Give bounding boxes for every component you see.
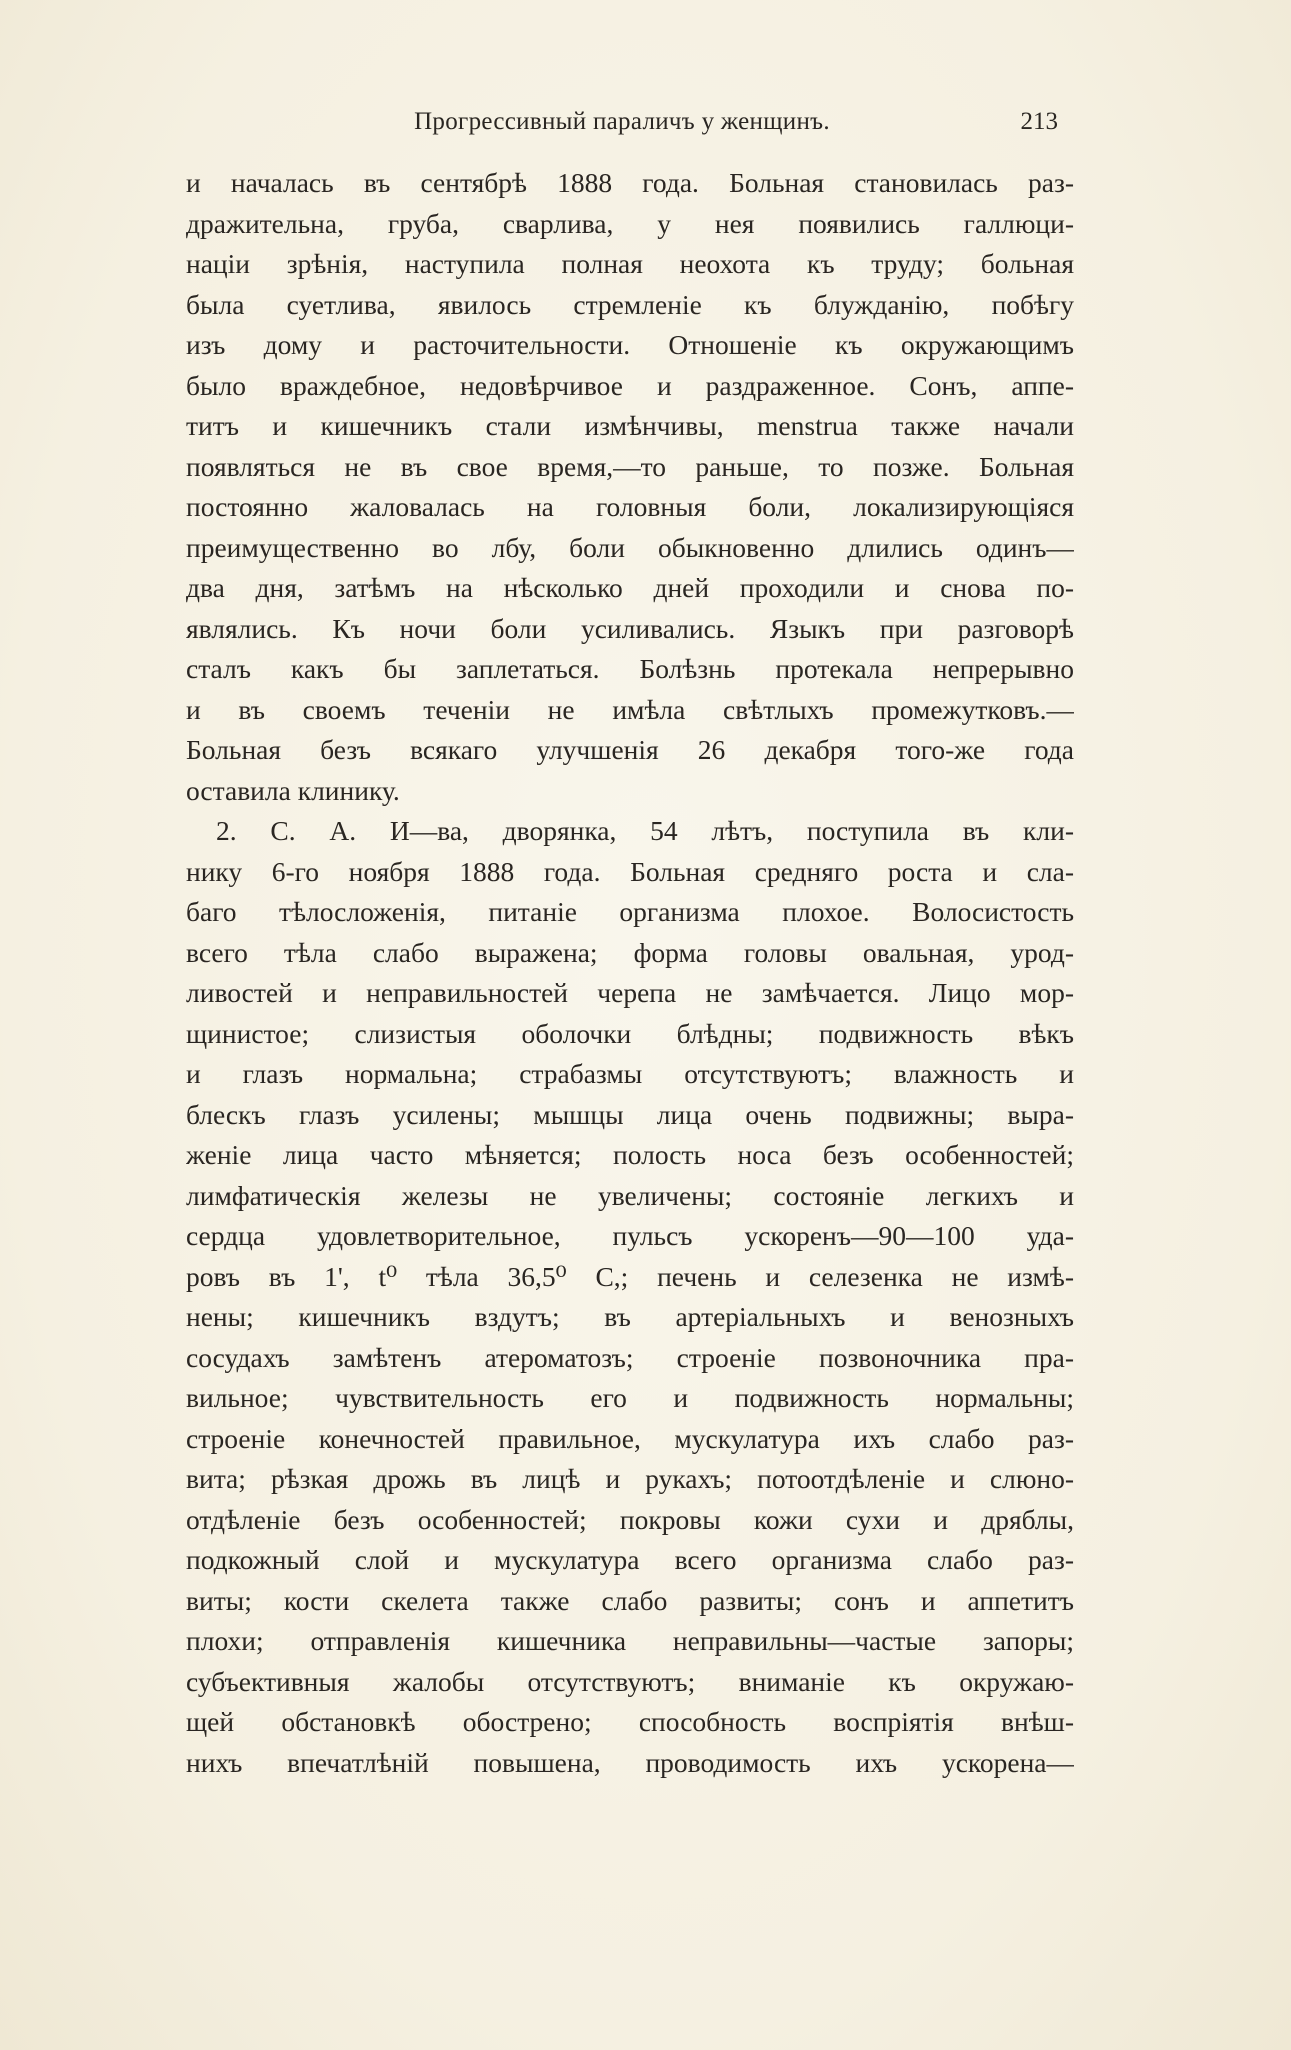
text-line: сталъ какъ бы заплетаться. Болѣзнь протекала непрерывно xyxy=(186,653,1074,684)
text-line: титъ и кишечникъ стали измѣнчивы, menstrua также начали xyxy=(186,410,1074,441)
body-text xyxy=(186,163,1074,1783)
text-line: было враждебное, недовѣрчивое и раздраженное. Сонъ, аппе- xyxy=(186,369,1074,401)
text-line: оставила клинику. xyxy=(186,774,400,806)
text-line: ливостей и неправильностей черепа не замѣчается. Лицо мор- xyxy=(186,977,1074,1008)
text-line: вита; рѣзкая дрожь въ лицѣ и рукахъ; потоотдѣленіе и слюно- xyxy=(186,1463,1074,1494)
text-line: субъективныя жалобы отсутствуютъ; вниманіе къ окружаю- xyxy=(186,1665,1074,1697)
text-line: отдѣленіе безъ особенностей; покровы кожи сухи и дряблы, xyxy=(186,1503,1074,1535)
page-number: 213 xyxy=(1020,108,1058,135)
text-line: женіе лица часто мѣняется; полость носа безъ особенностей; xyxy=(186,1139,1074,1170)
text-line: баго тѣлосложенія, питаніе организма плохое. Волосистость xyxy=(186,896,1074,927)
text-line: плохи; отправленія кишечника неправильны—частые запоры; xyxy=(186,1625,1074,1656)
text-line: блескъ глазъ усилены; мышцы лица очень подвижны; выра- xyxy=(186,1098,1074,1130)
text-line: нихъ впечатлѣній повышена, проводимость ихъ ускорена— xyxy=(186,1746,1074,1778)
text-line: ровъ въ 1', t⁰ тѣла 36,5⁰ C,; печень и селезенка не измѣ- xyxy=(186,1260,1074,1292)
text-line: лимфатическія железы не увеличены; состояніе легкихъ и xyxy=(186,1179,1074,1211)
text-line: изъ дому и расточительности. Отношеніе къ окружающимъ xyxy=(186,329,1074,360)
text-line: сосудахъ замѣтенъ атероматозъ; строеніе позвоночника пра- xyxy=(186,1341,1074,1373)
running-title: Прогрессивный параличъ у женщинъ. xyxy=(414,108,830,135)
text-line: Больная безъ всякаго улучшенія 26 декабря того-же года xyxy=(186,734,1074,765)
text-line: преимущественно во лбу, боли обыкновенно длились одинъ— xyxy=(186,531,1074,563)
text-line: была суетлива, явилось стремленіе къ блужданію, побѣгу xyxy=(186,288,1074,320)
text-line: щинистое; слизистыя оболочки блѣдны; подвижность вѣкъ xyxy=(186,1017,1074,1049)
text-line: появляться не въ свое время,—то раньше, то позже. Больная xyxy=(186,450,1074,482)
text-line: націи зрѣнія, наступила полная неохота къ труду; больная xyxy=(186,248,1074,279)
text-line: два дня, затѣмъ на нѣсколько дней проходили и снова по- xyxy=(186,572,1074,603)
text-line: вильное; чувствительность его и подвижность нормальны; xyxy=(186,1382,1074,1413)
text-line: всего тѣла слабо выражена; форма головы овальная, урод- xyxy=(186,936,1074,968)
text-line: сердца удовлетворительное, пульсъ ускоренъ—90—100 уда- xyxy=(186,1220,1074,1251)
text-line: 2. С. А. И—ва, дворянка, 54 лѣтъ, поступила въ кли- xyxy=(216,815,1074,846)
text-line: и въ своемъ теченіи не имѣла свѣтлыхъ промежутковъ.— xyxy=(186,693,1074,725)
text-line: и глазъ нормальна; страбазмы отсутствуютъ; влажность и xyxy=(186,1058,1074,1089)
text-line: строеніе конечностей правильное, мускулатура ихъ слабо раз- xyxy=(186,1422,1074,1454)
text-line: нены; кишечникъ вздутъ; въ артеріальныхъ и венозныхъ xyxy=(186,1301,1074,1332)
text-line: подкожный слой и мускулатура всего организма слабо раз- xyxy=(186,1544,1074,1575)
text-line: постоянно жаловалась на головныя боли, локализирующіяся xyxy=(186,491,1074,522)
text-line: нику 6-го ноября 1888 года. Больная средняго роста и сла- xyxy=(186,855,1074,887)
text-line: виты; кости скелета также слабо развиты; сонъ и аппетитъ xyxy=(186,1584,1074,1616)
running-head xyxy=(186,108,1058,138)
text-line: щей обстановкѣ обострено; способность воспріятія внѣш- xyxy=(186,1706,1074,1737)
text-line: и началась въ сентябрѣ 1888 года. Больная становилась раз- xyxy=(186,167,1074,198)
text-line: дражительна, груба, сварлива, у нея появились галлюци- xyxy=(186,207,1074,239)
text-line: являлись. Къ ночи боли усиливались. Языкъ при разговорѣ xyxy=(186,612,1074,644)
